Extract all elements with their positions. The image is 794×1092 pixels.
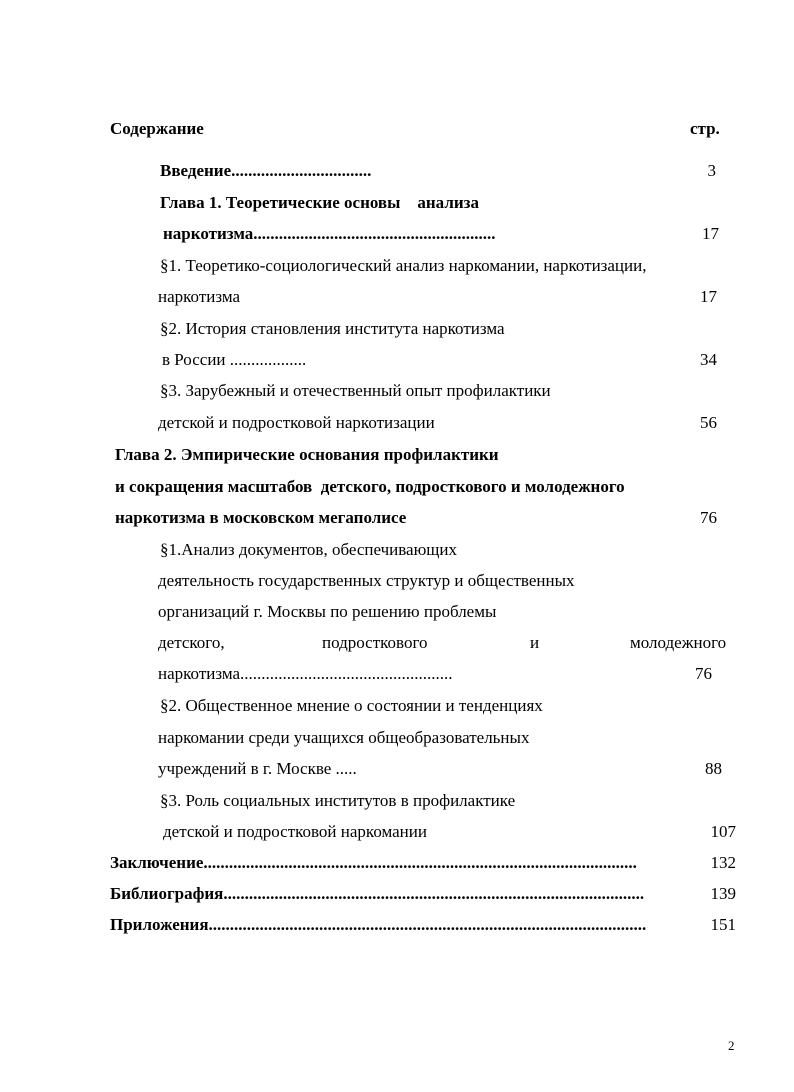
- toc-page-chapter-1: 17: [702, 224, 719, 243]
- toc-entry-s2-1-line1: §1.Анализ документов, обеспечивающих: [160, 540, 457, 559]
- toc-entry-chapter-1-line1: Глава 1. Теоретические основы анализа: [160, 193, 479, 212]
- toc-entry-s1-2-line2: в России ..................: [162, 350, 307, 369]
- toc-entry-s2-1-word-3: и: [530, 633, 540, 652]
- toc-entry-s2-3-line1: §3. Роль социальных институтов в профилактике: [160, 791, 516, 810]
- toc-entry-s2-2-line1: §2. Общественное мнение о состоянии и тенденциях: [160, 696, 543, 715]
- toc-page-s1-2: 34: [700, 350, 717, 369]
- toc-page-s1-1: 17: [700, 287, 717, 306]
- toc-entry-chapter-2-line2: и сокращения масштабов детского, подросткового и молодежного: [115, 477, 625, 496]
- toc-page-s1-3: 56: [700, 413, 717, 432]
- toc-page-conclusion: 132: [710, 853, 736, 872]
- toc-entry-conclusion: Заключение......................................................................................................: [110, 853, 637, 872]
- toc-entry-s2-2-line3: учреждений в г. Москве .....: [158, 759, 357, 778]
- toc-page-s2-1: 76: [695, 664, 712, 683]
- toc-page-appendices: 151: [710, 915, 736, 934]
- toc-entry-s1-1-line2: наркотизма: [158, 287, 241, 306]
- toc-entry-s2-1-word-1: детского,: [158, 633, 225, 652]
- toc-entry-intro: Введение.................................: [160, 161, 372, 180]
- toc-entry-chapter-2-line3: наркотизма в московском мегаполисе: [115, 508, 407, 527]
- toc-entry-chapter-2-line1: Глава 2. Эмпирические основания профилактики: [115, 445, 499, 464]
- toc-entry-s1-2-line1: §2. История становления института наркотизма: [160, 319, 505, 338]
- toc-entry-s2-1-line2: деятельность государственных структур и общественных: [158, 571, 575, 590]
- toc-entry-chapter-1-line2: наркотизма.........................................................: [163, 224, 496, 243]
- toc-entry-s1-1-line1: §1. Теоретико-социологический анализ наркомании, наркотизации,: [160, 256, 647, 275]
- toc-entry-s2-1-line3: организаций г. Москвы по решению проблемы: [158, 602, 497, 621]
- toc-entry-s1-3-line2: детской и подростковой наркотизации: [158, 413, 435, 432]
- toc-page-bibliography: 139: [710, 884, 736, 903]
- toc-entry-s2-2-line2: наркомании среди учащихся общеобразовательных: [158, 728, 530, 747]
- toc-page-intro: 3: [707, 161, 716, 180]
- toc-page-s2-3: 107: [710, 822, 736, 841]
- toc-entry-appendices: Приложения.......................................................................................................: [110, 915, 647, 934]
- toc-entry-s2-1-line5: наркотизма..................................................: [158, 664, 453, 683]
- toc-page-s2-2: 88: [705, 759, 722, 778]
- page-number: 2: [728, 1038, 735, 1053]
- toc-title: Содержание: [110, 119, 204, 138]
- toc-entry-s2-1-word-2: подросткового: [322, 633, 428, 652]
- toc-page-chapter-2: 76: [700, 508, 717, 527]
- page-column-label: стр.: [690, 119, 720, 138]
- toc-entry-s2-3-line2: детской и подростковой наркомании: [163, 822, 427, 841]
- toc-entry-s1-3-line1: §3. Зарубежный и отечественный опыт профилактики: [160, 381, 551, 400]
- toc-entry-s2-1-word-4: молодежного: [630, 633, 727, 652]
- toc-entry-bibliography: Библиография...................................................................................................: [110, 884, 645, 903]
